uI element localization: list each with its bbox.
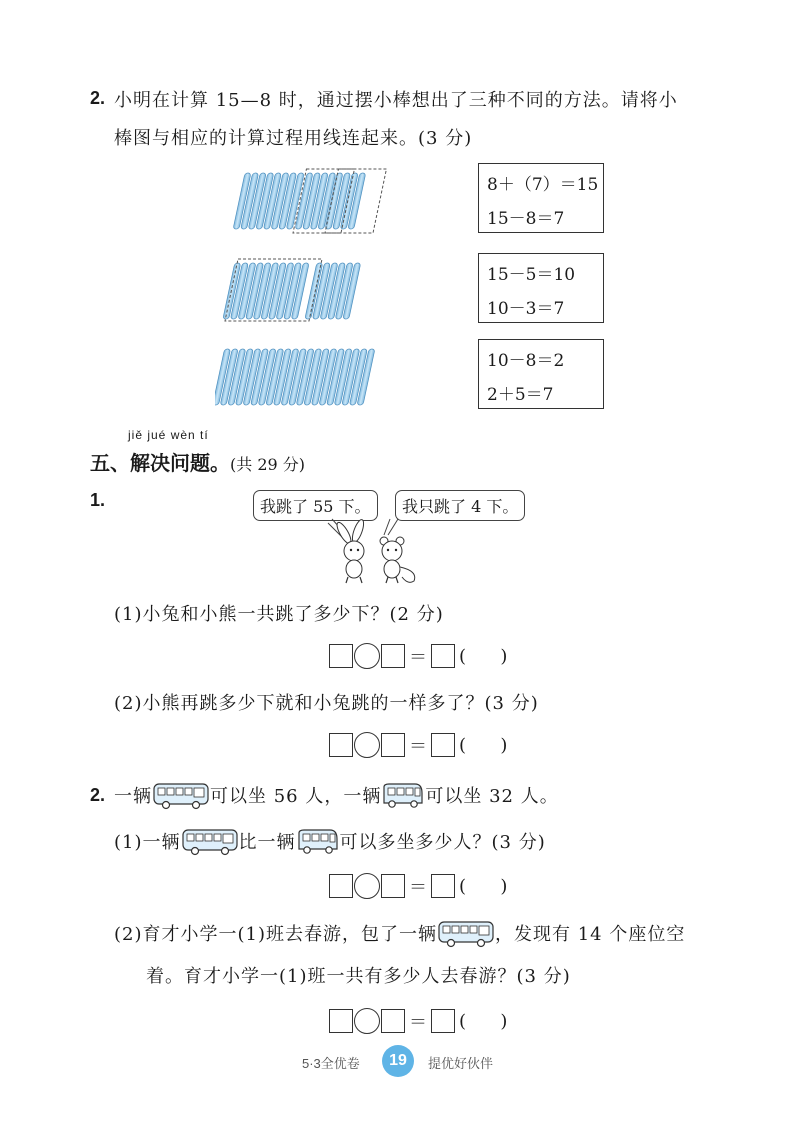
answer-row-1 xyxy=(329,643,507,669)
problem-2-intro-a: 一辆 xyxy=(114,786,152,807)
calc-box-1-line1: 8＋（7）＝15 xyxy=(487,175,599,195)
problem-2-sub1-b: 比一辆 xyxy=(238,832,296,853)
unit-blank[interactable]: ( ) xyxy=(459,875,508,897)
operator-circle[interactable] xyxy=(354,732,380,758)
small-bus-icon xyxy=(381,781,425,809)
calc-box-3 xyxy=(478,339,604,409)
calc-box-1 xyxy=(478,163,604,233)
footer-book-title: 5·3全优卷 xyxy=(302,1056,360,1071)
question-text-line2: 棒图与相应的计算过程用线连起来。(3 分) xyxy=(114,128,473,149)
answer-box[interactable] xyxy=(381,874,405,898)
equals-sign: ＝ xyxy=(409,877,427,898)
calc-box-1-line2: 15－8＝7 xyxy=(487,209,565,229)
operator-circle[interactable] xyxy=(354,1008,380,1034)
answer-box[interactable] xyxy=(431,874,455,898)
big-bus-icon xyxy=(437,918,495,948)
calc-box-3-line2: 2＋5＝7 xyxy=(487,385,554,405)
answer-box[interactable] xyxy=(329,1009,353,1033)
problem-2-sub1-a: (1)一辆 xyxy=(114,832,181,853)
unit-blank[interactable]: ( ) xyxy=(459,1010,508,1032)
stick-picture-2 xyxy=(223,259,361,321)
question-text-line1: 小明在计算 15—8 时，通过摆小棒想出了三种不同的方法。请将小 xyxy=(114,90,678,111)
rabbit-icon xyxy=(335,518,366,583)
operator-circle[interactable] xyxy=(354,873,380,899)
problem-2-sub2 xyxy=(114,918,685,948)
problem-2-sub2-line2: 着。育才小学一(1)班一共有多少人去春游？(3 分) xyxy=(146,966,571,987)
calc-box-2-line1: 15－5＝10 xyxy=(487,265,576,285)
answer-row-4 xyxy=(329,1008,507,1034)
answer-box[interactable] xyxy=(329,874,353,898)
rabbit-bear-illustration xyxy=(318,515,428,585)
problem-2-intro xyxy=(114,780,559,810)
equals-sign: ＝ xyxy=(409,736,427,757)
problem-2-intro-c: 可以坐 32 人。 xyxy=(425,786,559,807)
question-number: 2. xyxy=(90,88,106,108)
answer-box[interactable] xyxy=(381,644,405,668)
answer-box[interactable] xyxy=(329,644,353,668)
small-bus-icon xyxy=(296,827,340,855)
problem-2-sub1 xyxy=(114,826,546,856)
stick-picture-1 xyxy=(233,169,386,233)
answer-box[interactable] xyxy=(381,1009,405,1033)
bear-icon xyxy=(380,537,415,583)
answer-box[interactable] xyxy=(431,733,455,757)
section-score: (共 29 分) xyxy=(230,455,306,474)
problem-2-number: 2. xyxy=(90,785,106,805)
answer-box[interactable] xyxy=(431,644,455,668)
equals-sign: ＝ xyxy=(409,1012,427,1033)
equals-sign: ＝ xyxy=(409,647,427,668)
footer-slogan: 提优好伙伴 xyxy=(428,1056,494,1071)
big-bus-icon xyxy=(181,826,239,856)
answer-row-3 xyxy=(329,873,507,899)
operator-circle[interactable] xyxy=(354,643,380,669)
big-bus-icon xyxy=(152,780,210,810)
calc-box-2 xyxy=(478,253,604,323)
unit-blank[interactable]: ( ) xyxy=(459,734,508,756)
stick-diagrams xyxy=(215,165,395,410)
unit-blank[interactable]: ( ) xyxy=(459,645,508,667)
problem-2-sub1-c: 可以多坐多少人？(3 分) xyxy=(339,832,546,853)
answer-row-2 xyxy=(329,732,507,758)
stick-picture-3 xyxy=(215,349,375,405)
page-number-badge: 19 xyxy=(382,1045,414,1077)
answer-box[interactable] xyxy=(431,1009,455,1033)
problem-2-sub2-a: (2)育才小学一(1)班去春游，包了一辆 xyxy=(114,924,437,945)
answer-box[interactable] xyxy=(329,733,353,757)
section-pinyin: jiě jué wèn tí xyxy=(128,428,209,442)
problem-2-intro-b: 可以坐 56 人，一辆 xyxy=(210,786,382,807)
answer-box[interactable] xyxy=(381,733,405,757)
problem-1-number: 1. xyxy=(90,490,106,510)
calc-box-2-line2: 10－3＝7 xyxy=(487,299,565,319)
problem-1-sub1: (1)小兔和小熊一共跳了多少下？(2 分) xyxy=(114,604,444,625)
section-title-text: 五、解决问题。 xyxy=(90,451,230,475)
calc-box-3-line1: 10－8＝2 xyxy=(487,351,565,371)
section-title xyxy=(90,447,305,476)
problem-1-sub2: (2)小熊再跳多少下就和小兔跳的一样多了？(3 分) xyxy=(114,693,539,714)
speech-bubble-rabbit: 我跳了 55 下。 xyxy=(253,490,378,521)
problem-2-sub2-b: ，发现有 14 个座位空 xyxy=(495,924,686,945)
speech-bubble-bear: 我只跳了 4 下。 xyxy=(395,490,525,521)
